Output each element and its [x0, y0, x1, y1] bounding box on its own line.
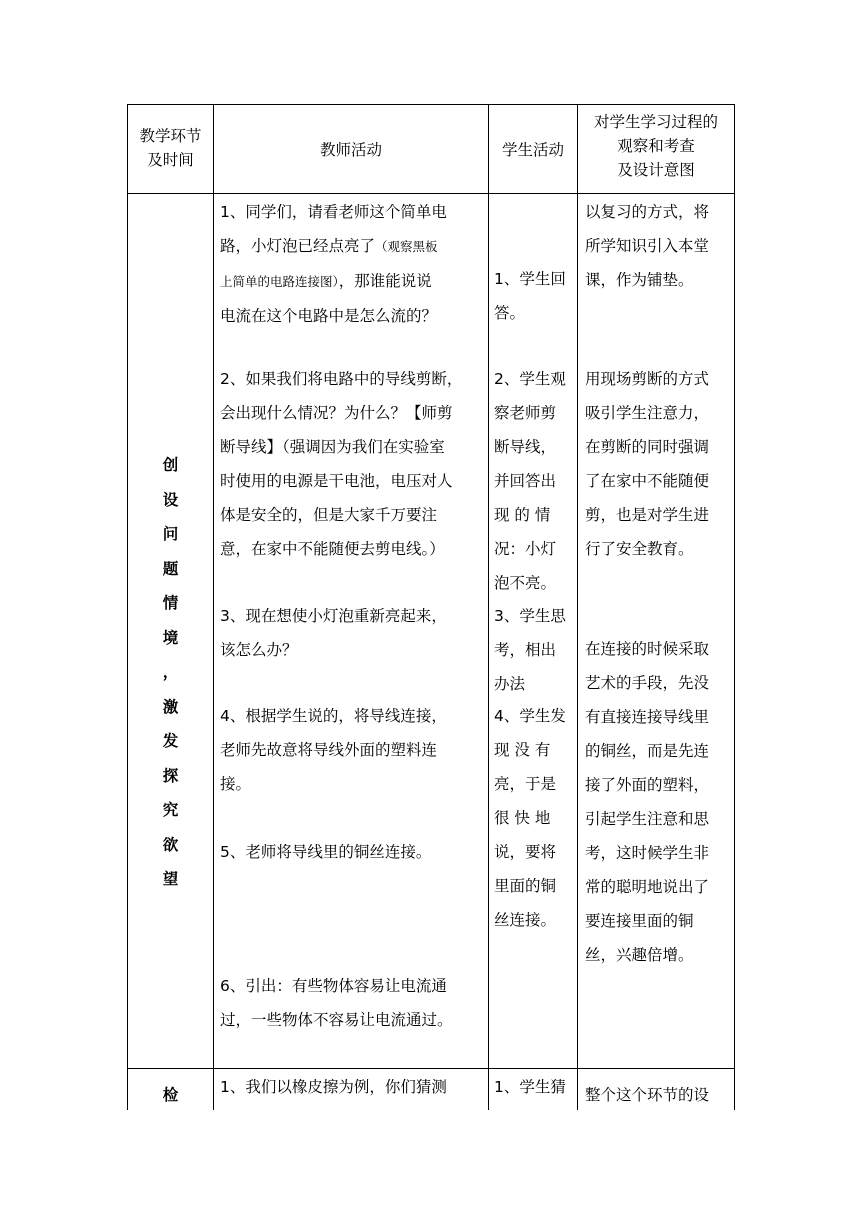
table-top-border — [127, 104, 735, 105]
intent-note-2: 用现场剪断的方式 吸引学生注意力， 在剪断的同时强调 了在家中不能随便 剪，也是对学生进 行了安全教育。 — [585, 370, 710, 558]
teacher-step-next: 1、我们以橡皮擦为例，你们猜测 — [220, 1078, 447, 1096]
header-bottom-border — [127, 193, 735, 194]
col-divider-1 — [213, 104, 214, 1110]
teacher-step-3: 3、现在想使小灯泡重新亮起来， 该怎么办？ — [220, 607, 447, 659]
stage-label-create-situation: 创 设 问 题 情 境 ， 激 发 探 究 欲 望 — [162, 456, 179, 888]
header-stage-time: 教学环节 及时间 — [139, 127, 202, 169]
header-observation-intent: 对学生学习过程的 观察和考查 及设计意图 — [593, 113, 718, 179]
table-right-border — [734, 104, 735, 1110]
student-step-2: 2、学生观 察老师剪 断导线， 并回答出 现 的 情 况：小灯 泡不亮。 — [494, 370, 566, 592]
teacher-step-2: 2、如果我们将电路中的导线剪断， 会出现什么情况？为什么？【师剪 断导线】（强调因为我们在实验室 时使用的电源是干电池，电压对人 体是安全的，但是大家千万要注 意，在家中不能随便去剪电线。） — [220, 370, 463, 558]
teacher-step-6: 6、引出：有些物体容易让电流通 过，一些物体不容易让电流通过。 — [220, 977, 453, 1029]
student-step-3: 3、学生思 考，相出 办法 — [494, 607, 566, 693]
intent-note-3: 在连接的时候采取 艺术的手段，先没 有直接连接导线里 的铜丝，而是先连 接了外面的塑料， 引起学生注意和思 考，这时候学生非 常的聪明地说出了 要连接里面的铜 丝，兴趣倍增。 — [585, 640, 710, 964]
col-divider-2 — [488, 104, 489, 1110]
intent-note-next: 整个这个环节的设 — [585, 1086, 710, 1104]
col-divider-3 — [577, 104, 578, 1110]
section-divider — [127, 1068, 735, 1069]
student-step-next: 1、学生猜 — [494, 1078, 566, 1096]
intent-note-1: 以复习的方式，将 所学知识引入本堂 课，作为铺垫。 — [585, 203, 710, 289]
teacher-step-5: 5、老师将导线里的铜丝连接。 — [220, 843, 432, 861]
stage-label-check: 检 — [162, 1086, 179, 1104]
header-teacher-activity: 教师活动 — [319, 141, 382, 159]
student-step-4: 4、学生发 现 没 有 亮，于是 很 快 地 说，要将 里面的铜 丝连接。 — [494, 707, 566, 929]
student-step-1: 1、学生回 答。 — [494, 270, 566, 322]
teacher-step-4: 4、根据学生说的，将导线连接， 老师先故意将导线外面的塑料连 接。 — [220, 707, 447, 793]
header-student-activity: 学生活动 — [501, 141, 564, 159]
teacher-step-1: 1、同学们，请看老师这个简单电 路，小灯泡已经点亮了（观察黑板 上简单的电路连接图），那谁能说说 电流在这个电路中是怎么流的？ — [220, 203, 447, 325]
